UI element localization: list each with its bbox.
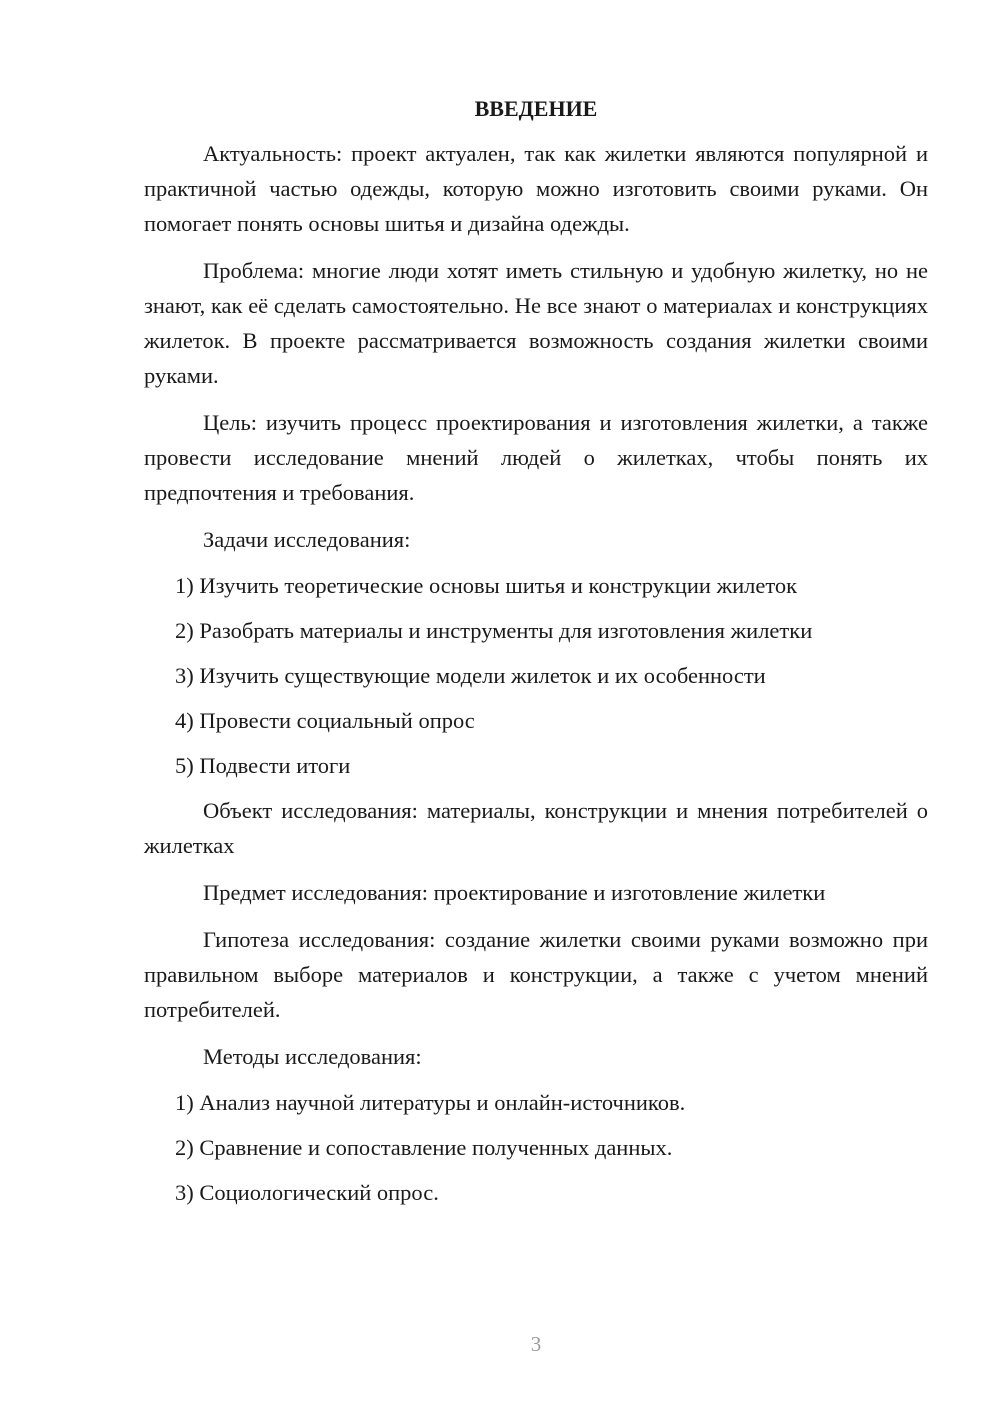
relevance-paragraph: Актуальность: проект актуален, так как жилетки являются популярной и практичной частью одежды, которую можно изготовить своими руками. Он помогает понять основы шитья и дизайна одежды.	[144, 141, 928, 236]
object-paragraph: Объект исследования: материалы, конструкции и мнения потребителей о жилетках	[144, 798, 928, 858]
method-item: 1) Анализ научной литературы и онлайн-источников.	[175, 1090, 686, 1115]
task-item: 4) Провести социальный опрос	[175, 708, 475, 733]
hypothesis-paragraph: Гипотеза исследования: создание жилетки своими руками возможно при правильном выборе материалов и конструкции, а также с учетом мнений потребителей.	[144, 927, 928, 1022]
goal-paragraph: Цель: изучить процесс проектирования и изготовления жилетки, а также провести исследование мнений людей о жилетках, чтобы понять их предпочтения и требования.	[144, 410, 928, 505]
task-item: 2) Разобрать материалы и инструменты для изготовления жилетки	[175, 618, 813, 643]
method-item: 3) Социологический опрос.	[175, 1180, 439, 1205]
method-item: 2) Сравнение и сопоставление полученных данных.	[175, 1135, 673, 1160]
task-item: 5) Подвести итоги	[175, 753, 351, 778]
tasks-heading: Задачи исследования:	[203, 527, 411, 552]
task-item: 1) Изучить теоретические основы шитья и конструкции жилеток	[175, 573, 798, 598]
document-page	[144, 92, 928, 1220]
section-title: ВВЕДЕНИЕ	[474, 96, 598, 121]
methods-heading: Методы исследования:	[203, 1044, 422, 1069]
problem-paragraph: Проблема: многие люди хотят иметь стильную и удобную жилетку, но не знают, как её сделать самостоятельно. Не все знают о материалах и конструкциях жилеток. В проекте рассматривается возможность создания жилетки своими руками.	[144, 258, 928, 388]
task-item: 3) Изучить существующие модели жилеток и их особенности	[175, 663, 766, 688]
page-number: 3	[530, 1332, 542, 1356]
methods-list	[144, 1085, 928, 1210]
subject-paragraph: Предмет исследования: проектирование и изготовление жилетки	[203, 880, 826, 905]
tasks-list	[144, 568, 928, 783]
